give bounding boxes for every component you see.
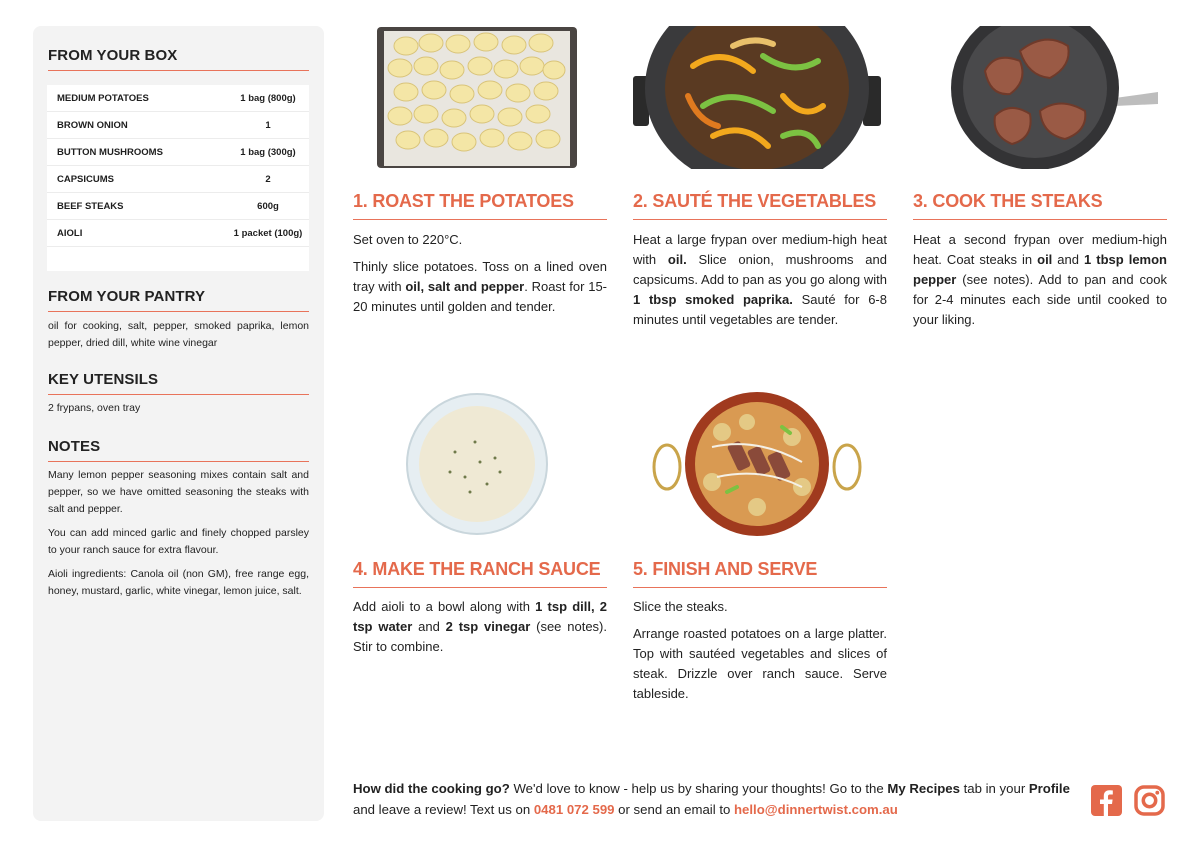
ingredient-qty: 1 packet (100g): [233, 227, 303, 239]
step-2-p1: [633, 230, 887, 330]
step-4-title: 4. MAKE THE RANCH SAUCE: [353, 559, 607, 588]
step-text: Heat a second frypan over medium-high heat. Coat steaks in: [913, 232, 1167, 267]
ingredient-qty: 2: [265, 173, 271, 185]
potatoes-tray-photo: [376, 26, 578, 169]
table-row: [47, 220, 309, 247]
step-bold: 1 tbsp lemon pepper: [913, 252, 1167, 287]
ingredient-qty: 600g: [257, 200, 279, 212]
table-row: [47, 193, 309, 220]
ingredients-sidebar: [33, 26, 324, 821]
step-4-body: [353, 597, 607, 664]
ingredient-name: BROWN ONION: [57, 119, 128, 131]
step-bold: 2 tsp vinegar: [445, 619, 531, 634]
step-1-title: 1. ROAST THE POTATOES: [353, 191, 607, 220]
pantry-text: oil for cooking, salt, pepper, smoked paprika, lemon pepper, dried dill, white wine vinegar: [48, 320, 309, 349]
step-4-p1: [353, 597, 607, 657]
footer-text: We'd love to know - help us by sharing your thoughts! Go to the: [509, 781, 888, 796]
step-bold: oil.: [667, 252, 687, 267]
instagram-icon[interactable]: [1134, 785, 1165, 816]
step-text: (see notes). Add to pan and cook for 2-4 minutes each side until cooked to your liking.: [913, 272, 1167, 327]
notes-list: [48, 467, 309, 607]
table-row: [47, 85, 309, 112]
utensils-text: 2 frypans, oven tray: [48, 402, 141, 414]
step-5-p1: Slice the steaks.: [633, 599, 728, 614]
footer-text: or send an email to: [614, 802, 734, 817]
ingredient-name: MEDIUM POTATOES: [57, 92, 149, 104]
table-row: [47, 166, 309, 193]
ranch-sauce-bowl-photo: [405, 392, 550, 537]
ingredient-name: BEEF STEAKS: [57, 200, 124, 212]
note-item: Aioli ingredients: Canola oil (non GM), free range egg, honey, mustard, garlic, white vinegar, lemon juice, salt.: [48, 568, 309, 597]
step-text: and: [412, 619, 446, 634]
profile-link[interactable]: Profile: [1028, 781, 1070, 796]
footer-text: tab in your: [959, 781, 1029, 796]
step-5-title: 5. FINISH AND SERVE: [633, 559, 887, 588]
table-row: [47, 139, 309, 166]
footer-text: and leave a review! Text us on: [353, 802, 534, 817]
step-2-title: 2. SAUTÉ THE VEGETABLES: [633, 191, 887, 220]
facebook-icon[interactable]: [1091, 785, 1122, 816]
step-3-body: [913, 230, 1167, 337]
step-text: (see notes). Stir to combine.: [353, 619, 607, 654]
step-text: Sauté for 6-8 minutes until vegetables are tender.: [633, 292, 887, 327]
step-text: Heat a large frypan over medium-high heat with: [633, 232, 887, 267]
ingredient-qty: 1: [265, 119, 271, 131]
table-row: [47, 112, 309, 139]
ingredient-qty: 1 bag (300g): [240, 146, 296, 158]
step-text: and: [1052, 252, 1085, 267]
steaks-pan-photo: [950, 26, 1160, 169]
step-text: Add aioli to a bowl along with: [353, 599, 536, 614]
table-empty-row: [47, 247, 309, 271]
step-bold: 1 tbsp smoked paprika.: [633, 292, 793, 307]
step-3-title: 3. COOK THE STEAKS: [913, 191, 1167, 220]
email-link[interactable]: hello@dinnertwist.com.au: [734, 802, 898, 817]
step-3-p1: [913, 230, 1167, 330]
key-utensils-heading: KEY UTENSILS: [48, 371, 309, 395]
from-your-box-heading: FROM YOUR BOX: [48, 47, 309, 71]
note-item: Many lemon pepper seasoning mixes contain salt and pepper, so we have omitted seasoning the steaks with salt and pepper.: [48, 469, 309, 515]
step-bold: oil: [1037, 252, 1053, 267]
step-5-p2: Arrange roasted potatoes on a large platter. Top with sautéed vegetables and slices of steak. Drizzle over ranch sauce. Serve tableside.: [633, 626, 887, 701]
step-1-p2: [353, 257, 607, 317]
step-bold: 1 tsp dill, 2 tsp water: [353, 599, 607, 634]
note-item: You can add minced garlic and finely chopped parsley to your ranch sauce for extra flavour.: [48, 527, 309, 556]
ingredient-name: BUTTON MUSHROOMS: [57, 146, 163, 158]
step-1-p1: Set oven to 220°C.: [353, 232, 463, 247]
my-recipes-link[interactable]: My Recipes: [887, 781, 960, 796]
ingredient-name: AIOLI: [57, 227, 83, 239]
step-text: . Roast for 15-20 minutes until golden and tender.: [353, 279, 608, 314]
step-5-body: [633, 597, 887, 711]
phone-link[interactable]: 0481 072 599: [533, 802, 615, 817]
ingredient-qty: 1 bag (800g): [240, 92, 296, 104]
footer-question: How did the cooking go?: [353, 781, 510, 796]
from-your-pantry-heading: FROM YOUR PANTRY: [48, 288, 309, 312]
ingredient-name: CAPSICUMS: [57, 173, 115, 185]
notes-heading: NOTES: [48, 438, 309, 462]
feedback-footer: [353, 778, 1073, 820]
step-text: Slice onion, mushrooms and capsicums. Add to pan as you go along with: [633, 252, 887, 287]
step-bold: oil, salt and pepper: [405, 279, 525, 294]
vegetables-pan-photo: [633, 26, 881, 169]
step-2-body: [633, 230, 887, 337]
box-ingredients-table: [47, 85, 309, 271]
step-1-body: [353, 230, 607, 324]
step-text: Thinly slice potatoes. Toss on a lined oven tray with: [353, 259, 607, 294]
finished-platter-photo: [652, 392, 862, 537]
